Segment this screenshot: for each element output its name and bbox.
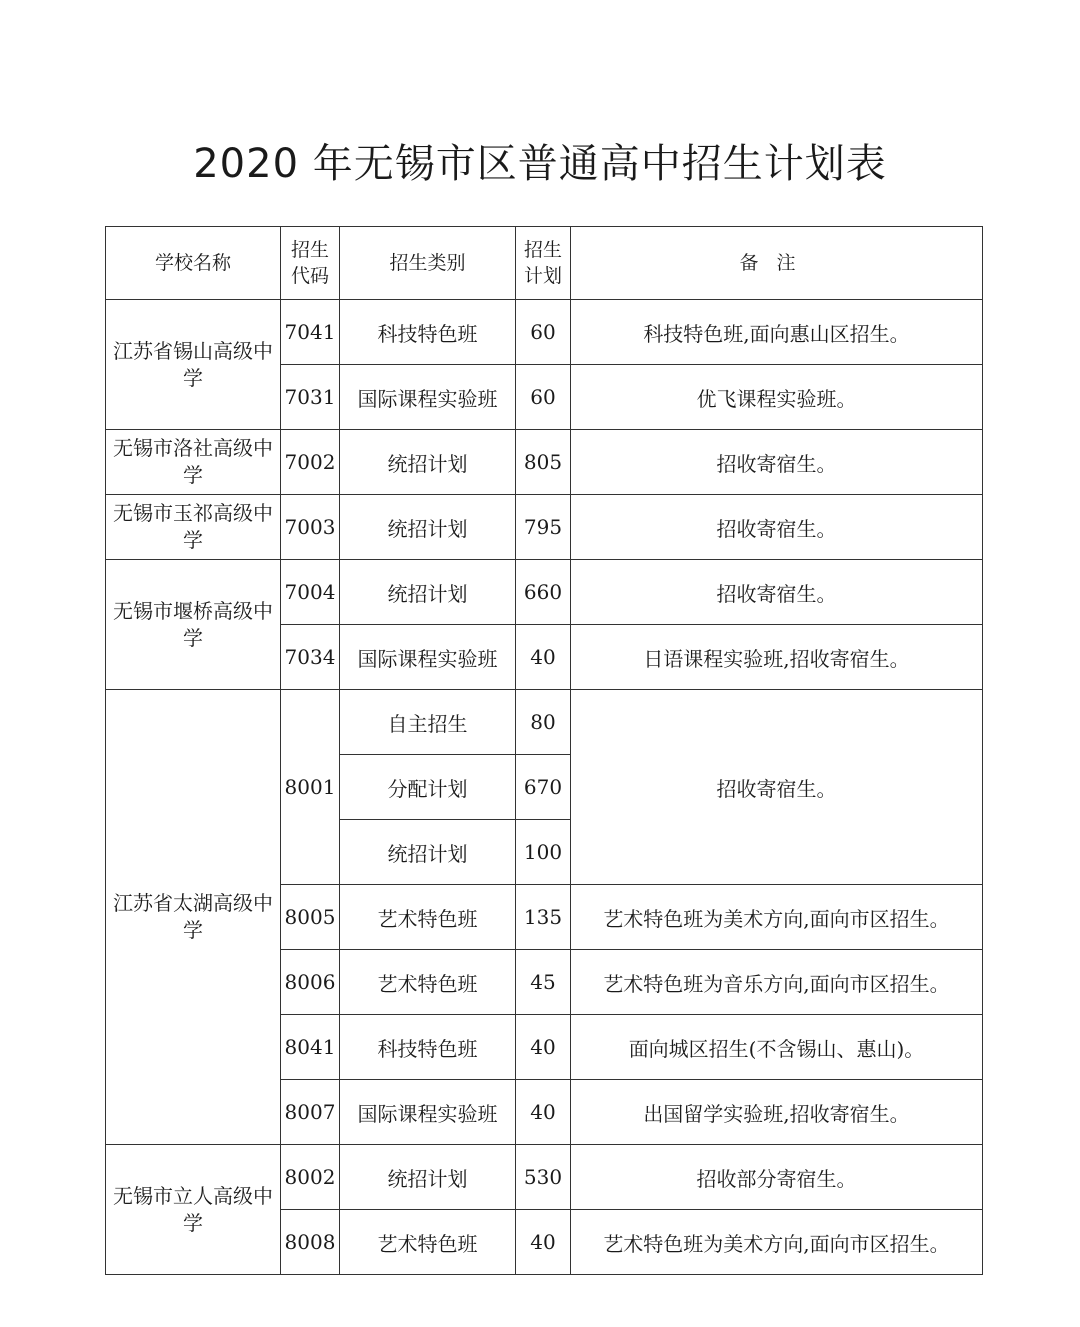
enrollment-category: 国际课程实验班 <box>340 1080 516 1145</box>
enrollment-code: 8001 <box>281 690 340 885</box>
header-plan <box>516 227 571 300</box>
enrollment-category: 统招计划 <box>340 1145 516 1210</box>
remark: 艺术特色班为美术方向,面向市区招生。 <box>571 1210 983 1275</box>
enrollment-plan: 135 <box>516 885 571 950</box>
enrollment-category: 国际课程实验班 <box>340 625 516 690</box>
enrollment-code: 8005 <box>281 885 340 950</box>
enrollment-code: 8008 <box>281 1210 340 1275</box>
school-name: 无锡市洛社高级中学 <box>106 430 281 495</box>
page-title: 2020 年无锡市区普通高中招生计划表 <box>193 141 887 187</box>
header-remark: 备注 <box>571 227 983 300</box>
remark: 招收部分寄宿生。 <box>571 1145 983 1210</box>
header-code-text: 招生 代码 <box>290 239 329 287</box>
enrollment-code: 7031 <box>281 365 340 430</box>
remark: 面向城区招生(不含锡山、惠山)。 <box>571 1015 983 1080</box>
enrollment-plan: 805 <box>516 430 571 495</box>
enrollment-plan: 670 <box>516 755 571 820</box>
school-name: 江苏省太湖高级中学 <box>106 690 281 1145</box>
enrollment-category: 艺术特色班 <box>340 885 516 950</box>
enrollment-code: 8002 <box>281 1145 340 1210</box>
enrollment-plan-table <box>105 226 983 1275</box>
header-category: 招生类别 <box>340 227 516 300</box>
enrollment-plan: 40 <box>516 1015 571 1080</box>
enrollment-code: 7002 <box>281 430 340 495</box>
enrollment-category: 统招计划 <box>340 495 516 560</box>
remark: 招收寄宿生。 <box>571 495 983 560</box>
enrollment-code: 7041 <box>281 300 340 365</box>
remark: 艺术特色班为美术方向,面向市区招生。 <box>571 885 983 950</box>
remark: 招收寄宿生。 <box>571 560 983 625</box>
enrollment-category: 分配计划 <box>340 755 516 820</box>
enrollment-plan: 60 <box>516 300 571 365</box>
remark: 出国留学实验班,招收寄宿生。 <box>571 1080 983 1145</box>
header-plan-text: 招生 计划 <box>523 239 562 287</box>
enrollment-category: 自主招生 <box>340 690 516 755</box>
header-school: 学校名称 <box>106 227 281 300</box>
remark: 日语课程实验班,招收寄宿生。 <box>571 625 983 690</box>
remark: 招收寄宿生。 <box>571 690 983 885</box>
table-row <box>106 495 983 560</box>
table-row <box>106 430 983 495</box>
table-row <box>106 300 983 365</box>
enrollment-plan: 100 <box>516 820 571 885</box>
enrollment-plan: 660 <box>516 560 571 625</box>
enrollment-plan: 80 <box>516 690 571 755</box>
remark: 科技特色班,面向惠山区招生。 <box>571 300 983 365</box>
table-row <box>106 560 983 625</box>
table-header-row <box>106 227 983 300</box>
remark: 招收寄宿生。 <box>571 430 983 495</box>
enrollment-code: 8006 <box>281 950 340 1015</box>
school-name: 无锡市玉祁高级中学 <box>106 495 281 560</box>
school-name: 江苏省锡山高级中学 <box>106 300 281 430</box>
enrollment-plan: 40 <box>516 1210 571 1275</box>
enrollment-category: 统招计划 <box>340 820 516 885</box>
school-name: 无锡市立人高级中学 <box>106 1145 281 1275</box>
enrollment-category: 艺术特色班 <box>340 1210 516 1275</box>
enrollment-category: 统招计划 <box>340 560 516 625</box>
enrollment-plan: 40 <box>516 1080 571 1145</box>
enrollment-code: 8041 <box>281 1015 340 1080</box>
enrollment-category: 艺术特色班 <box>340 950 516 1015</box>
remark: 艺术特色班为音乐方向,面向市区招生。 <box>571 950 983 1015</box>
enrollment-plan: 40 <box>516 625 571 690</box>
enrollment-plan: 60 <box>516 365 571 430</box>
enrollment-category: 科技特色班 <box>340 1015 516 1080</box>
school-name: 无锡市堰桥高级中学 <box>106 560 281 690</box>
header-code <box>281 227 340 300</box>
enrollment-code: 8007 <box>281 1080 340 1145</box>
enrollment-code: 7004 <box>281 560 340 625</box>
table-row <box>106 1145 983 1210</box>
enrollment-code: 7034 <box>281 625 340 690</box>
enrollment-category: 科技特色班 <box>340 300 516 365</box>
table-row <box>106 690 983 755</box>
enrollment-plan: 45 <box>516 950 571 1015</box>
enrollment-category: 统招计划 <box>340 430 516 495</box>
enrollment-category: 国际课程实验班 <box>340 365 516 430</box>
enrollment-plan: 795 <box>516 495 571 560</box>
enrollment-plan: 530 <box>516 1145 571 1210</box>
enrollment-code: 7003 <box>281 495 340 560</box>
remark: 优飞课程实验班。 <box>571 365 983 430</box>
